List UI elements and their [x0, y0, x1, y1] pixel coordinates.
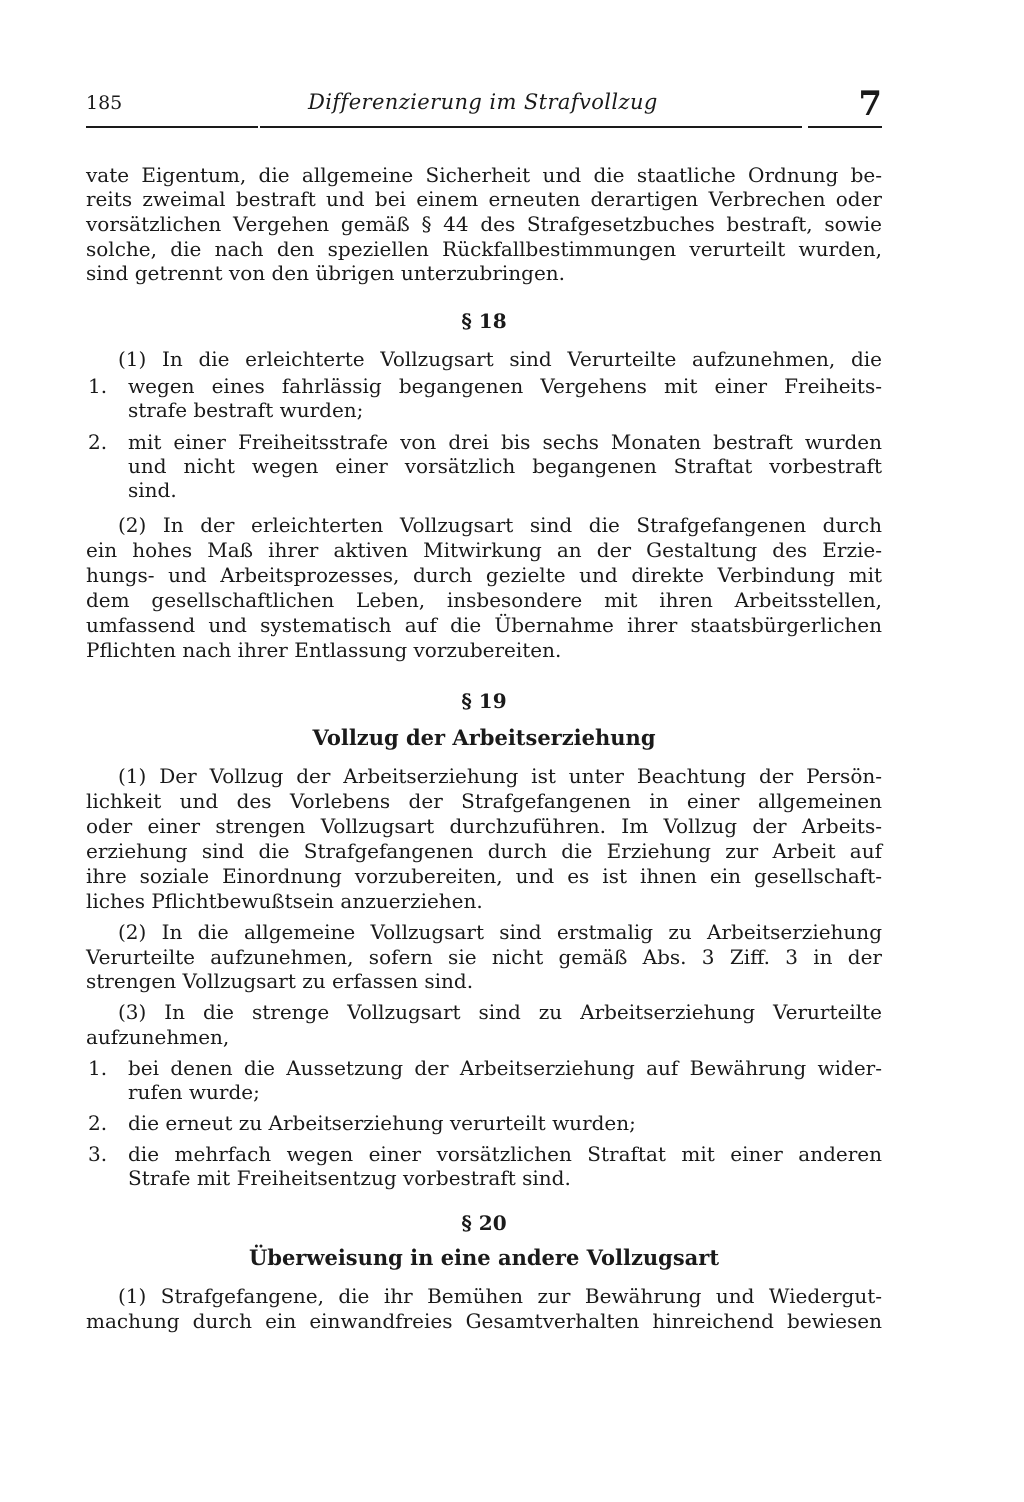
text-line: oder einer strengen Vollzugsart durchzuführen. Im Vollzug der Arbeits- [86, 814, 882, 838]
list-item-line: und nicht wegen einer vorsätzlich begangenen Straftat vorbestraft [128, 454, 882, 478]
list-item-line: Strafe mit Freiheitsentzug vorbestraft sind. [128, 1166, 571, 1190]
list-item-line: strafe bestraft wurden; [128, 398, 364, 422]
section-number-20: § 20 [461, 1211, 507, 1235]
list-item-number: 3. [88, 1142, 108, 1166]
text-line: (2) In die allgemeine Vollzugsart sind erstmalig zu Arbeitserziehung [118, 920, 882, 944]
page-header [86, 84, 882, 132]
section-title-20: Überweisung in eine andere Vollzugsart [248, 1245, 720, 1270]
text-line: hungs- und Arbeitsprozesses, durch gezielte und direkte Verbindung mit [86, 563, 882, 587]
text-line: (1) Strafgefangene, die ihr Bemühen zur Bewährung und Wiedergut- [118, 1284, 882, 1308]
chapter-number: 7 [858, 84, 882, 124]
list-item-line: bei denen die Aussetzung der Arbeitserziehung auf Bewährung wider- [128, 1056, 882, 1080]
section-title-19: Vollzug der Arbeitserziehung [312, 725, 656, 750]
text-line: strengen Vollzugsart zu erfassen sind. [86, 969, 474, 993]
text-line: lichkeit und des Vorlebens der Strafgefangenen in einer allgemeinen [86, 789, 882, 813]
text-line: (1) In die erleichterte Vollzugsart sind Verurteilte aufzunehmen, die [118, 347, 882, 371]
list-item-number: 1. [88, 374, 108, 398]
text-line: (1) Der Vollzug der Arbeitserziehung ist unter Beachtung der Persön- [118, 764, 882, 788]
text-line: aufzunehmen, [86, 1025, 230, 1049]
page-number: 185 [86, 92, 123, 114]
text-line: umfassend und systematisch auf die Übernahme ihrer staatsbürgerlichen [86, 613, 882, 637]
text-line: reits zweimal bestraft und bei einem erneuten derartigen Verbrechen oder [86, 187, 882, 211]
text-line: dem gesellschaftlichen Leben, insbesondere mit ihren Arbeitsstellen, [86, 588, 882, 612]
text-line: Pflichten nach ihrer Entlassung vorzubereiten. [86, 638, 562, 662]
section-number-18: § 18 [461, 309, 507, 333]
list-item-line: sind. [128, 478, 177, 502]
text-line: ihre soziale Einordnung vorzubereiten, und es ist ihnen ein gesellschaft- [86, 864, 882, 888]
list-item-line: die erneut zu Arbeitserziehung verurteilt wurden; [128, 1111, 636, 1135]
header-rule-right [808, 126, 882, 128]
list-item-line: wegen eines fahrlässig begangenen Vergehens mit einer Freiheits- [128, 374, 882, 398]
list-item-number: 2. [88, 1111, 108, 1135]
section-number-19: § 19 [461, 689, 507, 713]
header-rule-left [86, 126, 258, 128]
list-item-number: 2. [88, 430, 108, 454]
list-item-line: mit einer Freiheitsstrafe von drei bis sechs Monaten bestraft wurden [128, 430, 882, 454]
text-line: erziehung sind die Strafgefangenen durch die Erziehung zur Arbeit auf [86, 839, 882, 863]
text-line: Verurteilte aufzunehmen, sofern sie nicht gemäß Abs. 3 Ziff. 3 in der [86, 945, 882, 969]
text-line: solche, die nach den speziellen Rückfallbestimmungen verurteilt wurden, [86, 237, 882, 261]
header-rule-middle [260, 126, 802, 128]
text-line: (3) In die strenge Vollzugsart sind zu Arbeitserziehung Verurteilte [118, 1000, 882, 1024]
text-line: ein hohes Maß ihrer aktiven Mitwirkung an der Gestaltung des Erzie- [86, 538, 882, 562]
running-title: Differenzierung im Strafvollzug [308, 90, 658, 114]
text-line: machung durch ein einwandfreies Gesamtverhalten hinreichend bewiesen [86, 1309, 882, 1333]
text-line: vate Eigentum, die allgemeine Sicherheit und die staatliche Ordnung be- [86, 163, 882, 187]
text-line: sind getrennt von den übrigen unterzubringen. [86, 261, 566, 285]
text-line: vorsätzlichen Vergehen gemäß § 44 des Strafgesetzbuches bestraft, sowie [86, 212, 882, 236]
list-item-line: rufen wurde; [128, 1080, 260, 1104]
text-line: (2) In der erleichterten Vollzugsart sind die Strafgefangenen durch [118, 513, 882, 537]
text-line: liches Pflichtbewußtsein anzuerziehen. [86, 889, 483, 913]
list-item-number: 1. [88, 1056, 108, 1080]
list-item-line: die mehrfach wegen einer vorsätzlichen Straftat mit einer anderen [128, 1142, 882, 1166]
